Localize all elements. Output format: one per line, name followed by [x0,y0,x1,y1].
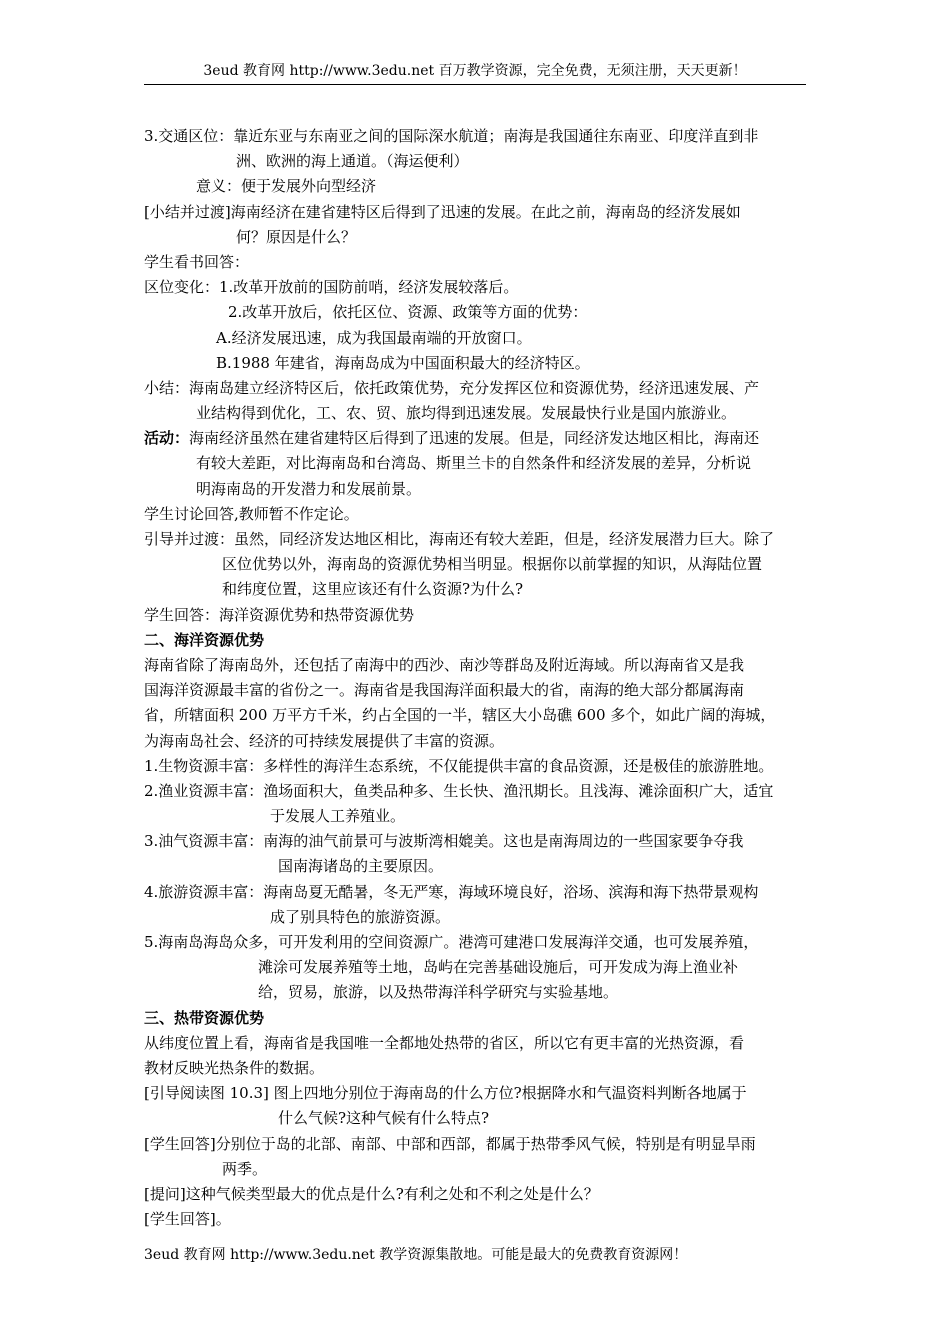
text-line: 学生回答：海洋资源优势和热带资源优势 [144,605,415,624]
text-line [144,426,810,451]
text-line: 两季。 [222,1159,268,1178]
text-line: 区位优势以外，海南岛的资源优势相当明显。根据你以前掌握的知识，从海陆位置 [222,555,763,574]
text-line: 5.海南岛海岛众多，可开发利用的空间资源广。港湾可建港口发展海洋交通，也可发展养殖， [144,933,759,951]
document-body [144,124,810,1232]
text-line: B.1988 年建省，海南岛成为中国面积最大的经济特区。 [216,353,590,372]
text-line: 洲、欧洲的海上通道。（海运便利） [236,152,469,171]
page-footer: 3eud 教育网 http://www.3edu.net 教学资源集散地。可能是最大的免费教育资源网！ [144,1247,688,1263]
text-line: [学生回答]分别位于岛的北部、南部、中部和西部，都属于热带季风气候，特别是有明显旱雨 [144,1134,756,1153]
text-line: 区位变化：1.改革开放前的国防前哨，经济发展较落后。 [144,278,519,297]
text-line: 3.油气资源丰富：南海的油气前景可与波斯湾相媲美。这也是南海周边的一些国家要争夺我 [144,832,744,851]
text-line: 明海南岛的开发潜力和发展前景。 [196,479,422,498]
bold-label: 活动： [144,429,190,448]
text-line: 国海洋资源最丰富的省份之一。海南省是我国海洋面积最大的省，南海的绝大部分都属海南 [144,681,745,700]
text-line: A.经济发展迅速，成为我国最南端的开放窗口。 [216,328,532,347]
line-text: 海南经济虽然在建省建特区后得到了迅速的发展。但是，同经济发达地区相比，海南还 [189,429,760,448]
header-rule [144,84,806,85]
text-line: 成了别具特色的旅游资源。 [270,907,451,926]
text-line: 有较大差距，对比海南岛和台湾岛、斯里兰卡的自然条件和经济发展的差异，分析说 [196,454,752,473]
text-line: 国南海诸岛的主要原因。 [278,857,444,876]
page-header: 3eud 教育网 http://www.3edu.net 百万教学资源，完全免费，无须注册，天天更新！ [203,63,747,79]
text-line: 教材反映光热条件的数据。 [144,1058,325,1077]
text-line: 何？原因是什么？ [236,227,357,246]
text-line: 2.改革开放后，依托区位、资源、政策等方面的优势： [228,303,588,322]
text-line: [小结并过渡]海南经济在建省建特区后得到了迅速的发展。在此之前，海南岛的经济发展如 [144,202,741,221]
text-line: 从纬度位置上看，海南省是我国唯一全都地处热带的省区，所以它有更丰富的光热资源，看 [144,1033,745,1052]
text-line: 滩涂可发展养殖等土地，岛屿在完善基础设施后，可开发成为海上渔业补 [258,958,739,977]
text-line: 业结构得到优化，工、农、贸、旅均得到迅速发展。发展最快行业是国内旅游业。 [196,404,737,423]
text-line: 4.旅游资源丰富：海南岛夏无酷暑，冬无严寒，海域环境良好，浴场、滨海和海下热带景观构 [144,882,759,901]
text-line: 什么气候?这种气候有什么特点? [278,1109,490,1128]
text-line: 学生看书回答： [144,252,250,271]
text-line: 引导并过渡：虽然，同经济发达地区相比，海南还有较大差距，但是，经济发展潜力巨大。除了 [144,530,775,548]
text-line: 小结：海南岛建立经济特区后，依托政策优势，充分发挥区位和资源优势，经济迅速发展、产 [144,378,760,397]
text-line: [提问]这种气候类型最大的优点是什么?有利之处和不利之处是什么？ [144,1184,599,1203]
text-line: [引导阅读图 10.3] 图上四地分别位于海南岛的什么方位?根据降水和气温资料判断各地属于 [144,1084,747,1103]
text-line: 给，贸易，旅游，以及热带海洋科学研究与实验基地。 [258,983,619,1002]
section-heading: 二、海洋资源优势 [144,630,265,649]
text-line: [学生回答]。 [144,1210,231,1229]
text-line: 3.交通区位：靠近东亚与东南亚之间的国际深水航道；南海是我国通往东南亚、印度洋直到非 [144,127,759,145]
text-line: 2.渔业资源丰富：渔场面积大，鱼类品种多、生长快、渔汛期长。且浅海、滩涂面积广大，适宜 [144,781,774,800]
text-line: 学生讨论回答,教师暂不作定论。 [144,504,359,523]
text-line: 于发展人工养殖业。 [270,807,406,826]
section-heading: 三、热带资源优势 [144,1008,265,1027]
text-line: 省，所辖面积 200 万平方千米，约占全国的一半，辖区大小岛礁 600 多个，如此广阔的海城， [144,706,776,725]
text-line: 和纬度位置，这里应该还有什么资源?为什么? [222,580,524,599]
text-line: 意义：便于发展外向型经济 [196,177,377,196]
text-line: 1.生物资源丰富：多样性的海洋生态系统，不仅能提供丰富的食品资源，还是极佳的旅游胜地。 [144,756,774,775]
text-line: 海南省除了海南岛外，还包括了南海中的西沙、南沙等群岛及附近海域。所以海南省又是我 [144,655,745,674]
text-line: 为海南岛社会、经济的可持续发展提供了丰富的资源。 [144,731,505,750]
